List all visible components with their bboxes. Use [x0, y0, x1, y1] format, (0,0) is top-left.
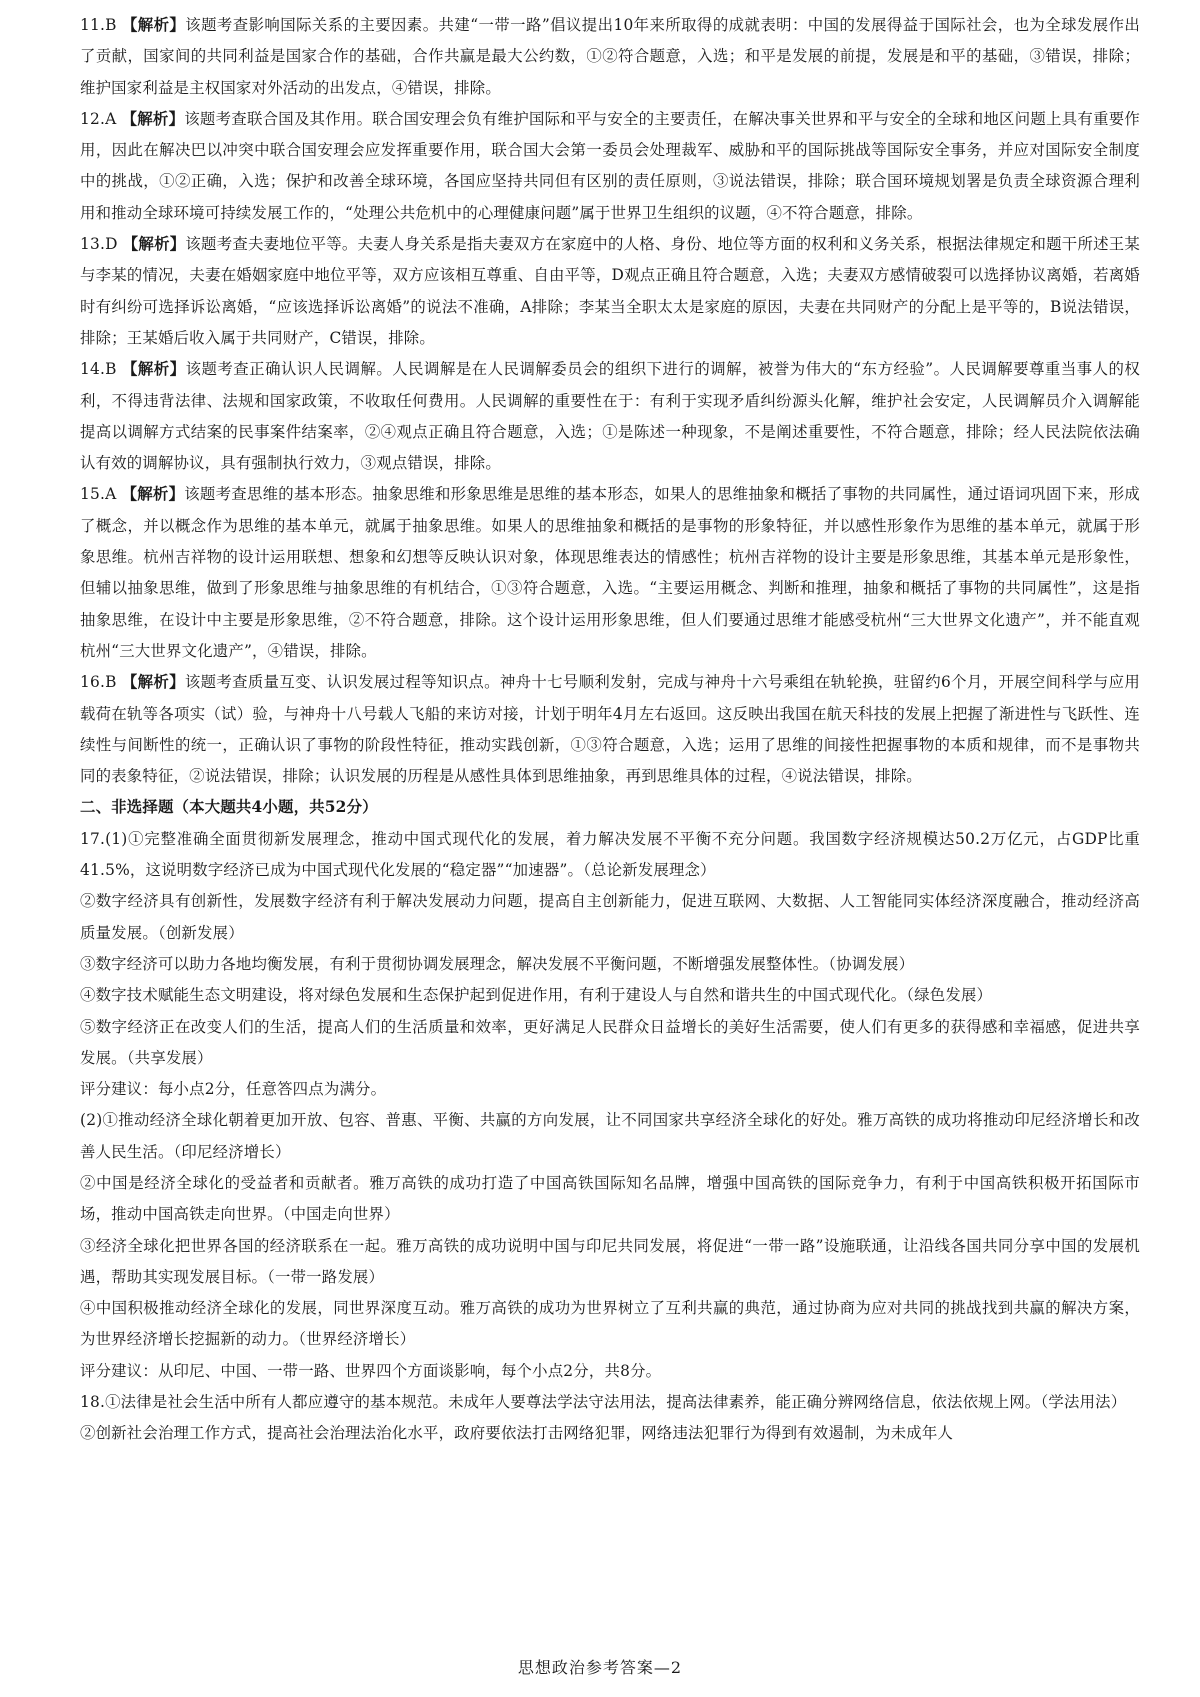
analysis-tag: 【解析】: [121, 673, 185, 692]
answer-point: [80, 1387, 1140, 1418]
page-footer: 思想政治参考答案—2: [517, 1658, 683, 1677]
question-11: [80, 10, 1140, 104]
analysis-text: 该题考查质量互变、认识发展过程等知识点。神舟十七号顺利发射，完成与神舟十六号乘组在轨轮换，驻留约6个月，开展空间科学与应用载荷在轨等各项实（试）验，与神舟十八号载人飞船的来访对接，计划于明年4月左右返回。这反映出我国在航天科技的发展上把握了渐进性与飞跃性、连续性与间断性的统一，正确认识了事物的阶段性特征，推动实践创新，①③符合题意，入选；运用了思维的间接性把握事物的本质和规律，而不是事物共同的表象特征，②说法错误，排除；认识发展的历程是从感性具体到思维抽象，再到思维具体的过程，④说法错误，排除。: [80, 673, 1140, 786]
analysis-text: 该题考查联合国及其作用。联合国安理会负有维护国际和平与安全的主要责任，在解决事关世界和平与安全的全球和地区问题上具有重要作用，因此在解决巴以冲突中联合国安理会应发挥重要作用，联合国大会第一委员会处理裁军、威胁和平的国际挑战等国际安全事务，并应对国际安全制度中的挑战，①②正确，入选；保护和改善全球环境，各国应坚持共同但有区别的责任原则，③说法错误，排除；联合国环境规划署是负责全球资源合理利用和推动全球环境可持续发展工作的，“处理公共危机中的心理健康问题”属于世界卫生组织的议题，④不符合题意，排除。: [80, 109, 1140, 222]
answer-point-text: ①法律是社会生活中所有人都应遵守的基本规范。未成年人要尊法学法守法用法，提高法律素养，能正确分辨网络信息，依法依规上网。（学法用法）: [105, 1393, 1127, 1412]
analysis-text: 该题考查思维的基本形态。抽象思维和形象思维是思维的基本形态，如果人的思维抽象和概括了事物的共同属性，通过语词巩固下来，形成了概念，并以概念作为思维的基本单元，就属于抽象思维。如果人的思维抽象和概括的是事物的形象特征，并以感性形象作为思维的基本单元，就属于形象思维。杭州吉祥物的设计运用联想、想象和幻想等反映认识对象，体现思维表达的情感性；杭州吉祥物的设计主要是形象思维，其基本单元是形象性，但辅以抽象思维，做到了形象思维与抽象思维的有机结合，①③符合题意，入选。“主要运用概念、判断和推理，抽象和概括了事物的共同属性”，这是指抽象思维，在设计中主要是形象思维，②不符合题意，排除。这个设计运用形象思维，但人们要通过思维才能感受杭州“三大世界文化遗产”，并不能直观杭州“三大世界文化遗产”，④错误，排除。: [80, 485, 1140, 660]
answer-letter: D: [105, 235, 118, 254]
document-body: [80, 10, 1140, 1450]
answer-point: ③经济全球化把世界各国的经济联系在一起。雅万高铁的成功说明中国与印尼共同发展，将促进“一带一路”设施联通，让沿线各国共同分享中国的发展机遇，帮助其实现发展目标。（一带一路发展）: [80, 1236, 1140, 1286]
answer-letter: A: [105, 485, 117, 504]
analysis-text: 该题考查夫妻地位平等。夫妻人身关系是指夫妻双方在家庭中的人格、身份、地位等方面的权利和义务关系，根据法律规定和题干所述王某与李某的情况，夫妻在婚姻家庭中地位平等，双方应该相互尊重、自由平等，D观点正确且符合题意，入选；夫妻双方感情破裂可以选择协议离婚，若离婚时有纠纷可选择诉讼离婚，“应该选择诉讼离婚”的说法不准确，A排除；李某当全职太太是家庭的原因，夫妻在共同财产的分配上是平等的，B说法错误，排除；王某婚后收入属于共同财产，C错误，排除。: [80, 235, 1140, 347]
answer-point: ②中国是经济全球化的受益者和贡献者。雅万高铁的成功打造了中国高铁国际知名品牌，增强中国高铁的国际竞争力，有利于中国高铁积极开拓国际市场，推动中国高铁走向世界。（中国走向世界）: [80, 1173, 1140, 1224]
question-number: 14.: [80, 360, 106, 379]
analysis-tag: 【解析】: [121, 16, 186, 34]
question-number: 13.: [80, 235, 106, 254]
question-number: 18.: [80, 1393, 106, 1412]
answer-point: (2)①推动经济全球化朝着更加开放、包容、普惠、平衡、共赢的方向发展，让不同国家共享经济全球化的好处。雅万高铁的成功将推动印尼经济增长和改善人民生活。（印尼经济增长）: [80, 1111, 1140, 1161]
answer-point: ③数字经济可以助力各地均衡发展，有利于贯彻协调发展理念，解决发展不平衡问题，不断增强发展整体性。（协调发展）: [80, 954, 915, 973]
answer-letter: A: [105, 109, 117, 128]
analysis-tag: 【解析】: [121, 109, 185, 128]
answer-point: ②创新社会治理工作方式，提高社会治理法治化水平，政府要依法打击网络犯罪，网络违法犯罪行为得到有效遏制，为未成年人: [80, 1424, 954, 1443]
question-12: [80, 104, 1140, 229]
question-number: 16.: [80, 673, 106, 692]
question-15: [80, 479, 1140, 667]
analysis-text: 该题考查影响国际关系的主要因素。共建“一带一路”倡议提出10年来所取得的成就表明：中国的发展得益于国际社会，也为全球发展作出了贡献，国家间的共同利益是国家合作的基础，合作共赢是最大公约数，①②符合题意，入选；和平是发展的前提，发展是和平的基础，③错误，排除；维护国家利益是主权国家对外活动的出发点，④错误，排除。: [80, 16, 1140, 97]
analysis-text: 该题考查正确认识人民调解。人民调解是在人民调解委员会的组织下进行的调解，被誉为伟大的“东方经验”。人民调解要尊重当事人的权利，不得违背法律、法规和国家政策，不收取任何费用。人民调解的重要性在于：有利于实现矛盾纠纷源头化解，维护社会安定，人民调解员介入调解能提高以调解方式结案的民事案件结案率，②④观点正确且符合题意，入选；①是陈述一种现象，不是阐述重要性，不符合题意，排除；经人民法院依法确认有效的调解协议，具有强制执行效力，③观点错误，排除。: [80, 360, 1140, 473]
analysis-tag: 【解析】: [122, 235, 186, 254]
answer-letter: B: [105, 16, 117, 34]
question-number: 15.: [80, 485, 106, 504]
answer-point-text: (1)①完整准确全面贯彻新发展理念，推动中国式现代化的发展，着力解决发展不平衡不充分问题。我国数字经济规模达50.2万亿元，占GDP比重41.5%，这说明数字经济已成为中国式现代化发展的“稳定器”“加速器”。（总论新发展理念）: [80, 829, 1140, 880]
answer-letter: B: [105, 360, 117, 379]
answer-point: ②数字经济具有创新性，发展数字经济有利于解决发展动力问题，提高自主创新能力，促进互联网、大数据、人工智能同实体经济深度融合，推动经济高质量发展。（创新发展）: [80, 892, 1140, 942]
scoring-note: 评分建议：每小点2分，任意答四点为满分。: [80, 1080, 387, 1099]
analysis-tag: 【解析】: [121, 485, 185, 504]
question-16: [80, 667, 1140, 792]
section-heading: 二、非选择题（本大题共4小题，共52分）: [80, 798, 378, 817]
scoring-note: 评分建议：从印尼、中国、一带一路、世界四个方面谈影响，每个小点2分，共8分。: [80, 1361, 662, 1380]
analysis-tag: 【解析】: [122, 360, 186, 379]
question-number: 11.: [80, 16, 106, 34]
answer-point: ④数字技术赋能生态文明建设，将对绿色发展和生态保护起到促进作用，有利于建设人与自然和谐共生的中国式现代化。（绿色发展）: [80, 986, 993, 1005]
answer-point: [80, 824, 1140, 887]
answer-letter: B: [105, 673, 117, 692]
answer-point: ④中国积极推动经济全球化的发展，同世界深度互动。雅万高铁的成功为世界树立了互利共赢的典范，通过协商为应对共同的挑战找到共赢的解决方案，为世界经济增长挖掘新的动力。（世界经济增长）: [80, 1299, 1140, 1349]
question-17: [80, 824, 1140, 1387]
answer-point: ⑤数字经济正在改变人们的生活，提高人们的生活质量和效率，更好满足人民群众日益增长的美好生活需要，使人们有更多的获得感和幸福感，促进共享发展。（共享发展）: [80, 1017, 1140, 1067]
question-number: 17.: [80, 829, 106, 848]
question-18: [80, 1387, 1140, 1450]
question-number: 12.: [80, 109, 106, 128]
question-14: [80, 354, 1140, 479]
question-13: [80, 229, 1140, 354]
